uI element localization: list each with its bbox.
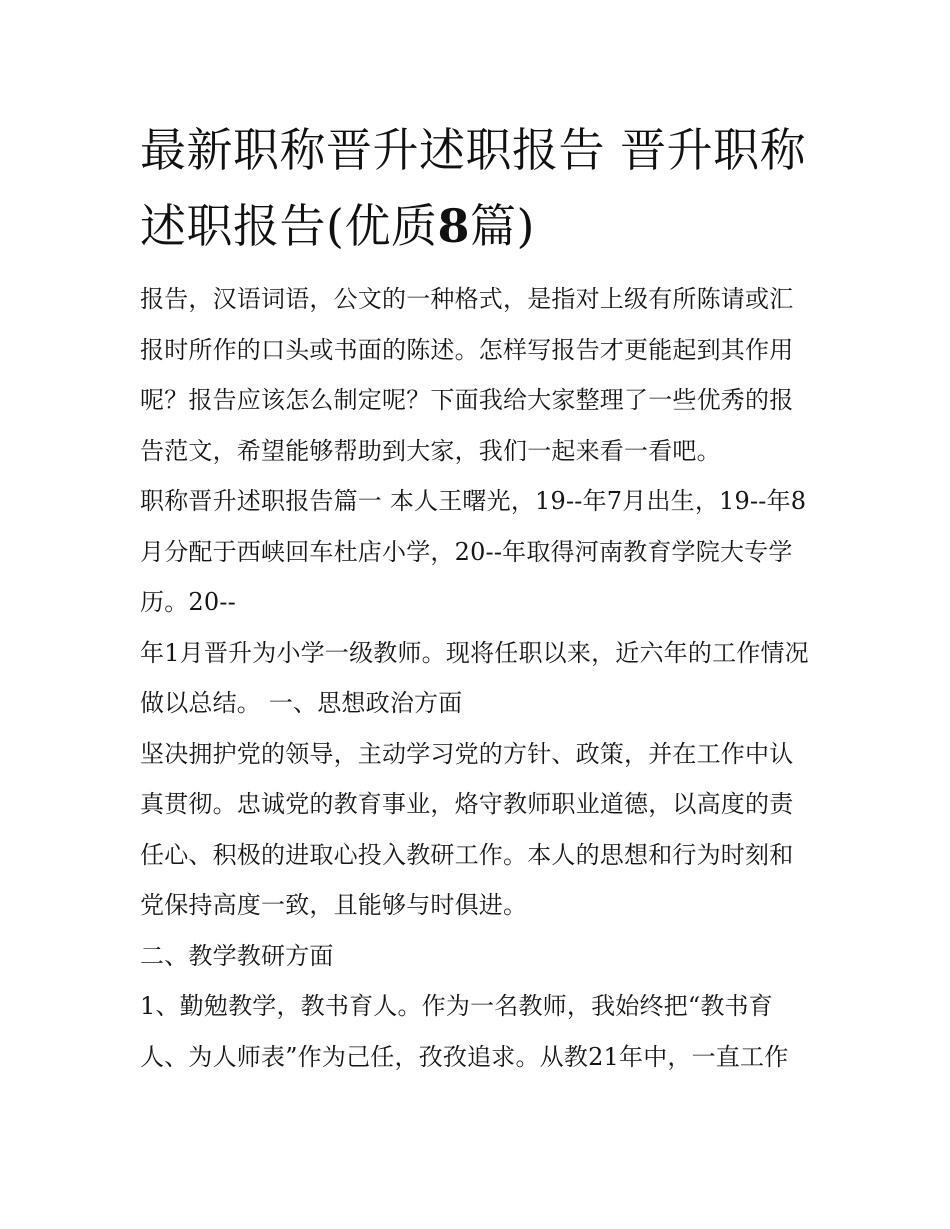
paragraph-1: 职称晋升述职报告篇一 本人王曙光，19--年7月出生，19--年8月分配于西峡回车杜店小学，20--年取得河南教育学院大专学历。20-- — [140, 487, 807, 616]
paragraph-2: 年1月晋升为小学一级教师。现将任职以来，近六年的工作情况做以总结。 一、思想政治方面 — [140, 638, 809, 717]
paragraph-3: 坚决拥护党的领导，主动学习党的方针、政策，并在工作中认真贯彻。忠诚党的教育事业，烙守教师职业道德，以高度的责任心、积极的进取心投入教研工作。本人的思想和行为时刻和党保持高度一致，且能够与时俱进。 — [140, 739, 794, 919]
document-title — [140, 112, 812, 264]
title-text: 最新职称晋升述职报告 晋升职称述职报告(优质 — [140, 123, 807, 253]
title-suffix: 篇) — [469, 199, 535, 253]
section-heading-teaching: 二、教学教研方面 — [140, 941, 334, 970]
intro-paragraph: 报告，汉语词语，公文的一种格式，是指对上级有所陈请或汇报时所作的口头或书面的陈述。怎样写报告才更能起到其作用呢？报告应该怎么制定呢？下面我给大家整理了一些优秀的报告范文，希望能够帮助到大家，我们一起来看一看吧。 — [140, 285, 794, 465]
paragraph-5: 1、勤勉教学，教书育人。作为一名教师，我始终把“教书育人、为人师表”作为己任，孜孜追求。从教21年中，一直工作 — [140, 992, 789, 1071]
title-number: 8 — [437, 199, 470, 253]
document-page — [140, 112, 812, 1082]
